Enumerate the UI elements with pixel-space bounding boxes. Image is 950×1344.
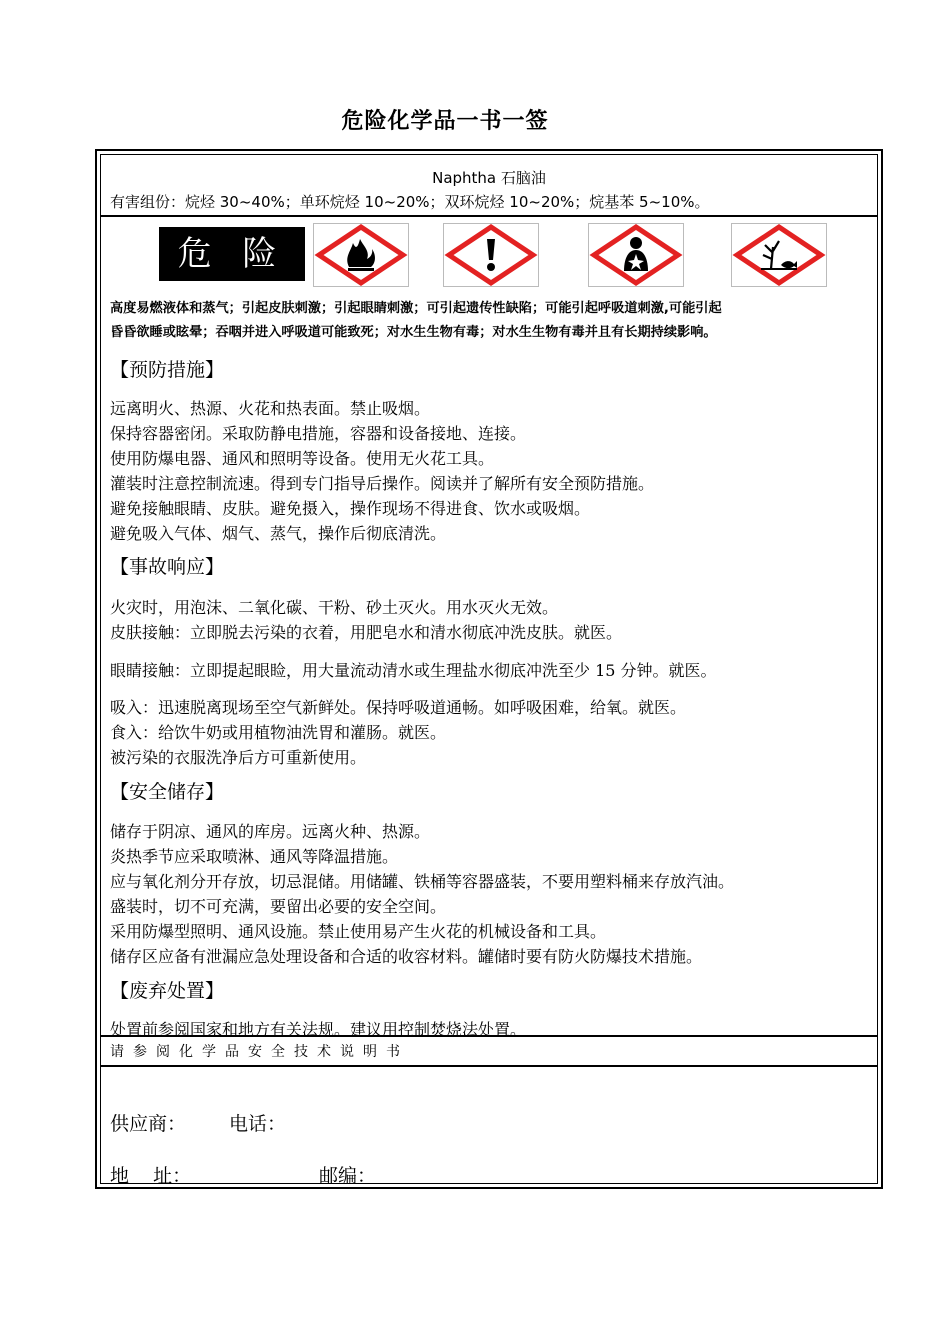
prevention-line: 避免吸入气体、烟气、蒸气，操作后彻底清洗。 — [110, 524, 447, 543]
supplier-section — [101, 1065, 877, 1187]
product-name: Naphtha 石脑油 — [432, 169, 546, 187]
label-inner-frame — [100, 154, 878, 1187]
prevention-heading: 【预防措施】 — [110, 359, 225, 381]
flame-icon — [313, 223, 409, 287]
response-line: 眼睛接触：立即提起眼睑，用大量流动清水或生理盐水彻底冲洗至少 15 分钟。就医。 — [110, 661, 717, 680]
response-line: 被污染的衣服洗净后方可重新使用。 — [110, 748, 367, 767]
label-body — [101, 215, 877, 1039]
document-title: 危险化学品一书一签 — [341, 108, 549, 134]
storage-line: 应与氧化剂分开存放，切忌混储。用储罐、铁桶等容器盛装，不要用塑料桶来存放汽油。 — [110, 872, 735, 891]
response-list-a — [110, 595, 622, 645]
prevention-line: 远离明火、热源、火花和热表面。禁止吸烟。 — [110, 399, 431, 418]
response-line: 皮肤接触：立即脱去污染的衣着，用肥皂水和清水彻底冲洗皮肤。就医。 — [110, 623, 623, 642]
prevention-line: 使用防爆电器、通风和照明等设备。使用无火花工具。 — [110, 449, 495, 468]
storage-line: 炎热季节应采取喷淋、通风等降温措施。 — [110, 847, 399, 866]
response-line: 火灾时，用泡沫、二氧化碳、干粉、砂土灭火。用水灭火无效。 — [110, 598, 559, 617]
response-line: 食入：给饮牛奶或用植物油洗胃和灌肠。就医。 — [110, 723, 447, 742]
signal-word: 危 险 — [159, 227, 305, 281]
disposal-heading: 【废弃处置】 — [110, 980, 225, 1002]
storage-line: 采用防爆型照明、通风设施。禁止使用易产生火花的机械设备和工具。 — [110, 922, 607, 941]
hazardous-components: 有害组份：烷烃 30~40%；单环烷烃 10~20%；双环烷烃 10~20%；烷基苯 5~10%。 — [110, 193, 710, 211]
prevention-line: 灌装时注意控制流速。得到专门指导后操作。阅读并了解所有安全预防措施。 — [110, 474, 655, 493]
storage-heading: 【安全储存】 — [110, 781, 225, 803]
storage-line: 储存于阴凉、通风的库房。远离火种、热源。 — [110, 822, 431, 841]
health-hazard-icon — [588, 223, 684, 287]
postcode-label: 邮编： — [319, 1165, 377, 1187]
response-line: 吸入：迅速脱离现场至空气新鲜处。保持呼吸道通畅。如呼吸困难，给氧。就医。 — [110, 698, 687, 717]
prevention-line: 避免接触眼睛、皮肤。避免摄入，操作现场不得进食、饮水或吸烟。 — [110, 499, 591, 518]
hazard-line: 高度易燃液体和蒸气；引起皮肤刺激；引起眼睛刺激；可引起遗传性缺陷；可能引起呼吸道刺激,可能引起 — [110, 301, 722, 316]
storage-line: 盛装时，切不可充满，要留出必要的安全空间。 — [110, 897, 447, 916]
response-eye-contact — [110, 658, 717, 683]
storage-line: 储存区应备有泄漏应急处理设备和合适的收容材料。罐储时要有防火防爆技术措施。 — [110, 947, 703, 966]
sds-advice-row — [101, 1035, 877, 1065]
address-label: 地 址： — [110, 1165, 192, 1187]
hazard-line: 昏昏欲睡或眩晕；吞咽并进入呼吸道可能致死；对水生生物有毒；对水生生物有毒并且有长期持续影响。 — [110, 325, 717, 340]
phone-label: 电话： — [229, 1113, 287, 1135]
hazard-statements — [110, 297, 880, 345]
product-section — [101, 155, 877, 215]
prevention-list — [110, 396, 654, 546]
label-frame — [95, 149, 883, 1189]
disposal-line: 处置前参阅国家和地方有关法规。建议用控制焚烧法处置。 — [110, 1020, 527, 1039]
exclamation-icon — [443, 223, 539, 287]
sds-advice: 请参阅化学品安全技术说明书 — [110, 1044, 409, 1060]
supplier-label: 供应商： — [110, 1113, 187, 1135]
storage-list — [110, 819, 734, 969]
response-heading: 【事故响应】 — [110, 556, 225, 578]
environment-icon — [731, 223, 827, 287]
prevention-line: 保持容器密闭。采取防静电措施，容器和设备接地、连接。 — [110, 424, 527, 443]
response-list-c — [110, 695, 686, 770]
